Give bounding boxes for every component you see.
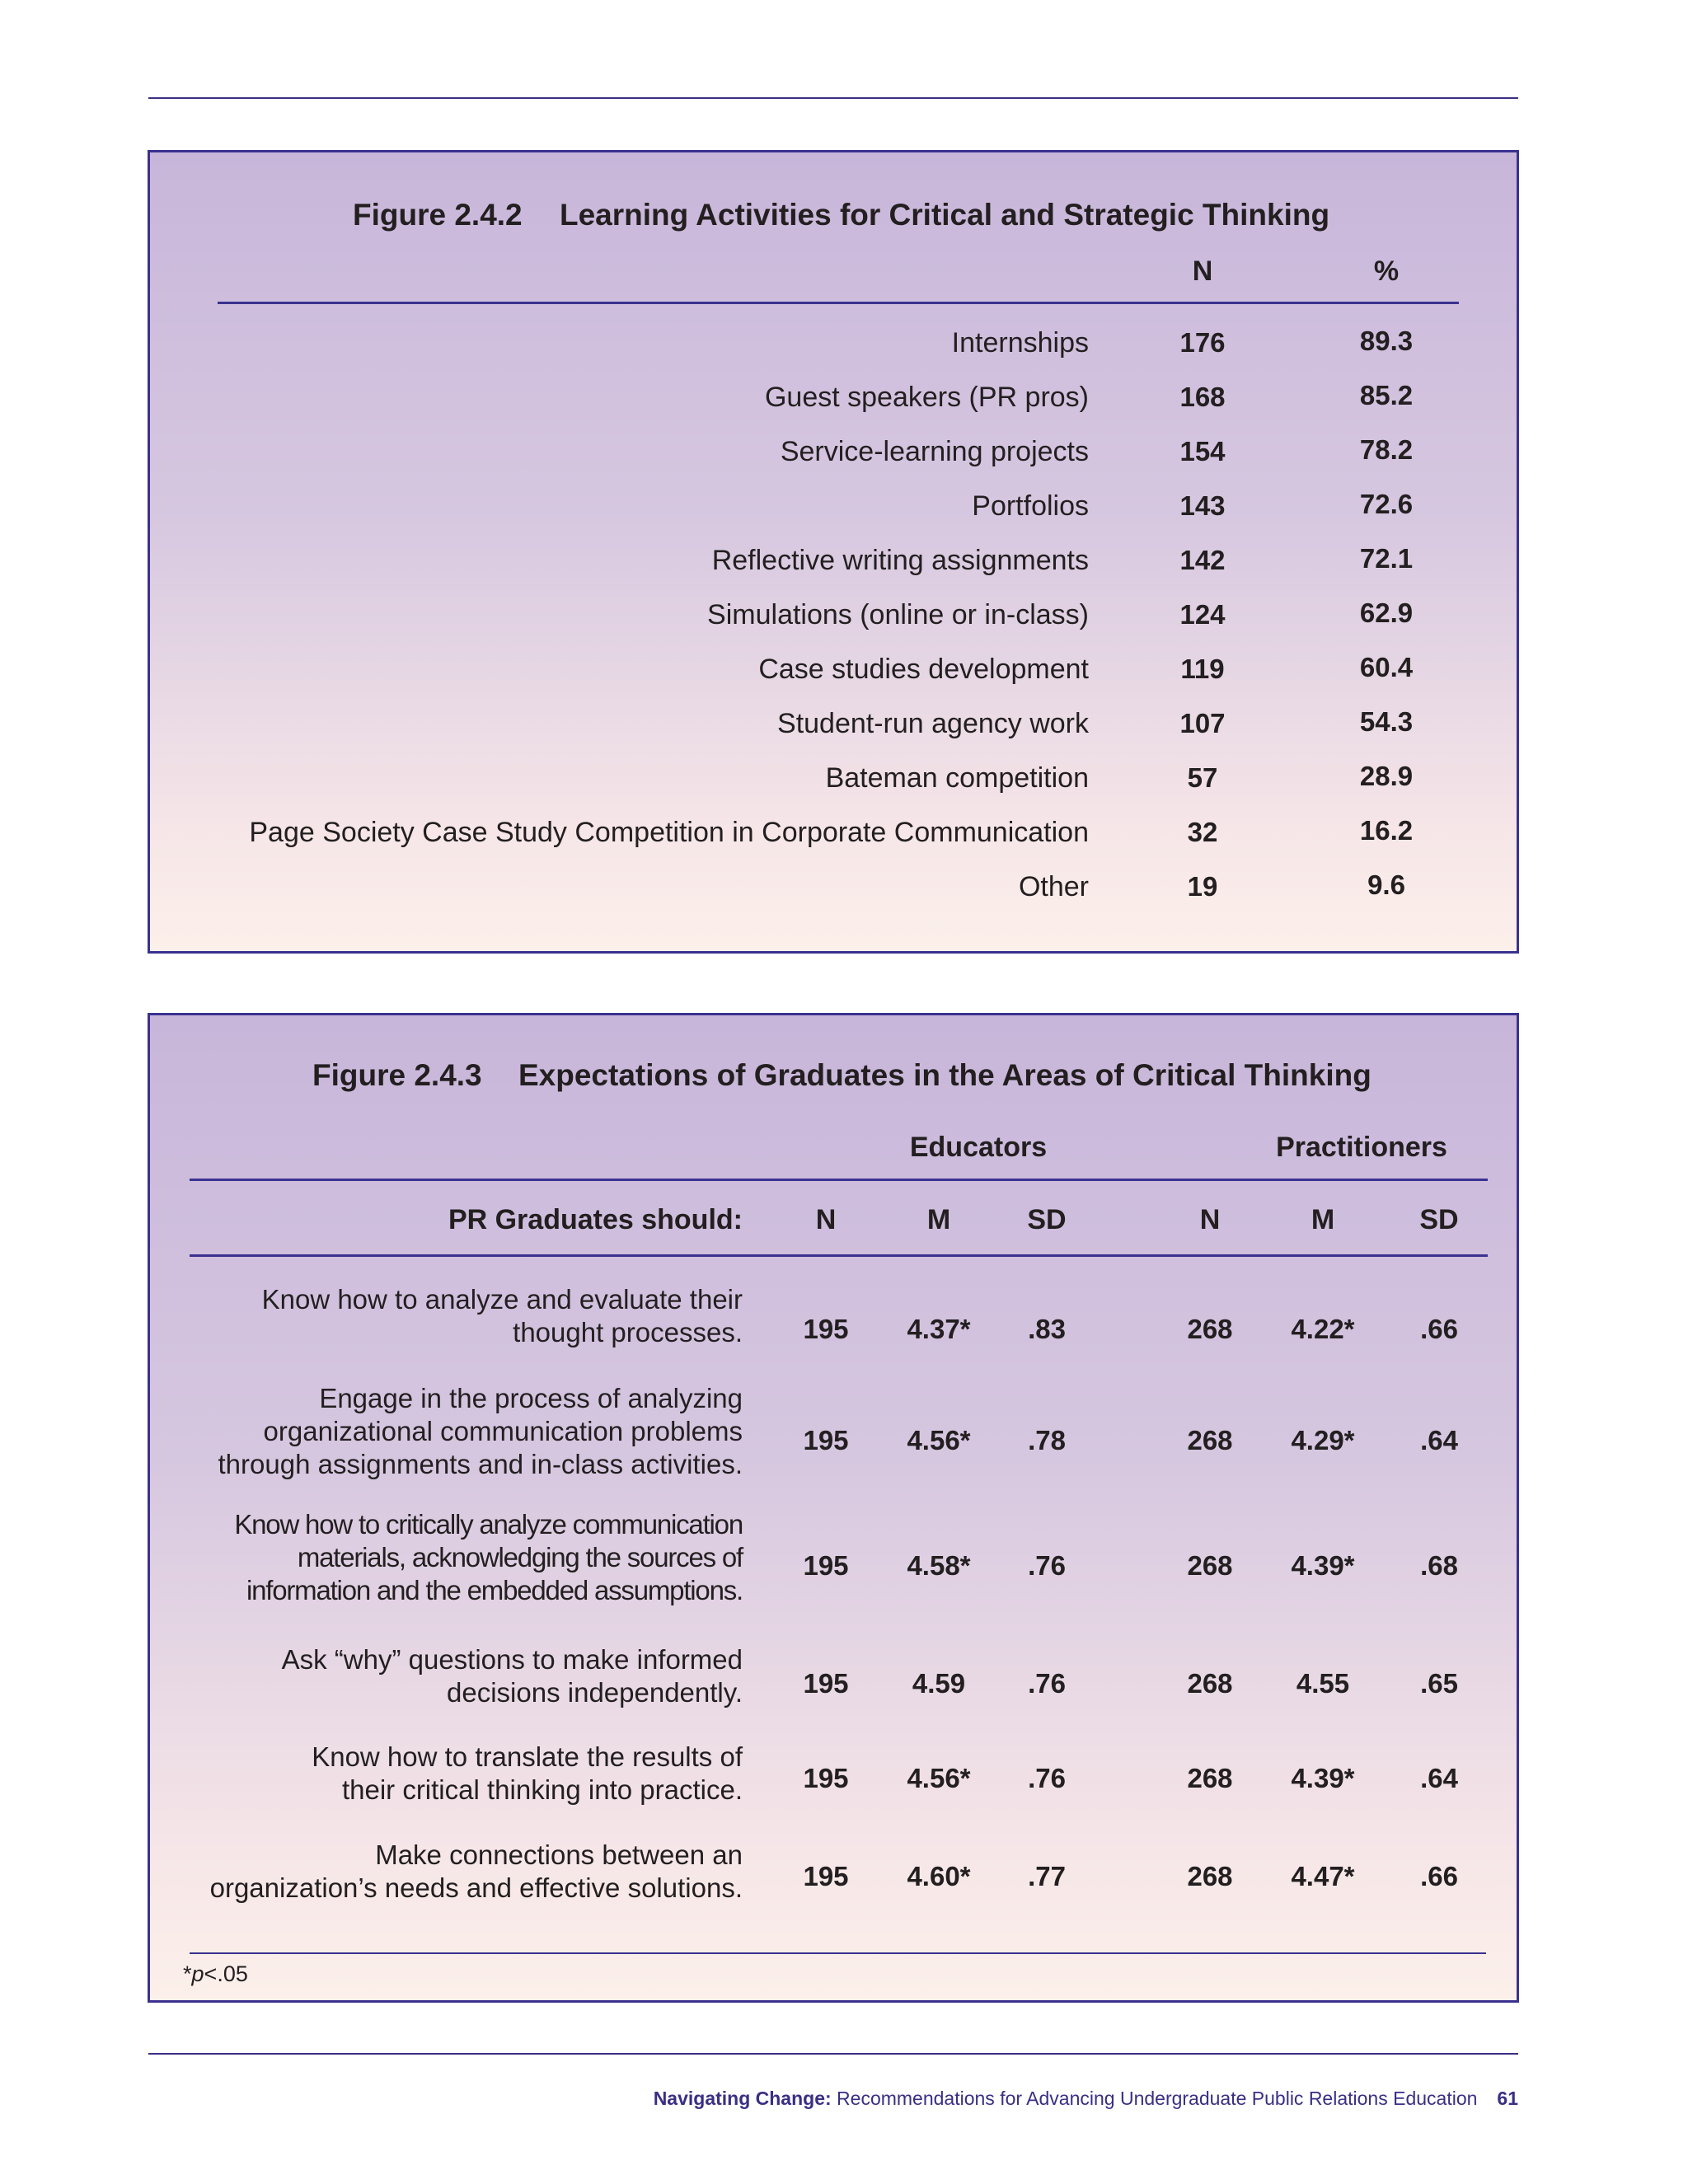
percent-value: 9.6: [1367, 869, 1405, 900]
count-value: 154: [1179, 436, 1226, 466]
group-header-educators: Educators: [909, 1132, 1048, 1163]
figure-2-4-3-number: Figure 2.4.3: [312, 1058, 482, 1092]
activity-label: Service-learning projects: [780, 436, 1089, 467]
page-number: 61: [1497, 2088, 1518, 2109]
expectation-label-line: organizational communication problems: [263, 1416, 743, 1446]
expectation-label: [199, 1283, 743, 1349]
count-value: 176: [1179, 327, 1226, 358]
educators-m-value: 4.56*: [907, 1425, 971, 1455]
expectation-label: [199, 1839, 743, 1905]
row-header-pr-graduates: PR Graduates should:: [448, 1204, 743, 1235]
practitioners-m-value: 4.39*: [1291, 1550, 1355, 1581]
practitioners-m-value: 4.22*: [1291, 1314, 1355, 1344]
practitioners-n-value: 268: [1187, 1763, 1233, 1793]
expectation-label-line: Know how to critically analyze communication: [234, 1509, 743, 1540]
educators-sd-value: .76: [1028, 1550, 1066, 1581]
educators-sd-value: .83: [1028, 1314, 1066, 1344]
practitioners-n-value: 268: [1187, 1668, 1233, 1699]
educators-sd-value: .76: [1028, 1763, 1066, 1793]
footer-title-bold: Navigating Change:: [653, 2088, 832, 2109]
activity-label: Reflective writing assignments: [711, 545, 1089, 576]
column-header-educators-sd: SD: [1027, 1204, 1067, 1235]
educators-sd-value: .76: [1028, 1668, 1066, 1699]
column-header-rule: [190, 1254, 1488, 1257]
percent-value: 54.3: [1359, 706, 1414, 737]
percent-value: 60.4: [1359, 652, 1414, 682]
footnote-p: p: [191, 1961, 204, 1986]
percent-value: 62.9: [1359, 598, 1414, 628]
percent-value: 89.3: [1359, 326, 1414, 356]
expectation-label-line: decisions independently.: [447, 1677, 743, 1708]
educators-n-value: 195: [803, 1425, 849, 1455]
expectation-label: [199, 1741, 743, 1807]
expectation-label-line: thought processes.: [513, 1317, 743, 1347]
practitioners-m-value: 4.39*: [1291, 1763, 1355, 1793]
figure-2-4-2-panel: [148, 150, 1519, 954]
percent-value: 85.2: [1359, 380, 1414, 410]
count-value: 124: [1179, 599, 1226, 630]
expectation-label: [199, 1643, 743, 1709]
educators-sd-value: .78: [1028, 1425, 1066, 1455]
column-header-n: N: [1192, 255, 1213, 287]
educators-n-value: 195: [803, 1861, 849, 1891]
figure-2-4-3-panel: [148, 1013, 1519, 2003]
figure-2-4-3-title: Expectations of Graduates in the Areas of Critical Thinking: [518, 1058, 1372, 1092]
table-header-rule: [218, 302, 1459, 304]
top-rule: [148, 97, 1518, 99]
educators-n-value: 195: [803, 1763, 849, 1793]
percent-value: 28.9: [1359, 761, 1414, 791]
footnote-mark: *: [183, 1961, 192, 1986]
column-header-practitioners-m: M: [1311, 1204, 1335, 1235]
column-header-educators-m: M: [926, 1204, 951, 1235]
activity-label: Other: [1018, 871, 1089, 902]
column-header-educators-n: N: [815, 1204, 837, 1235]
count-value: 57: [1187, 762, 1218, 793]
count-value: 19: [1187, 871, 1218, 902]
group-header-rule: [190, 1179, 1488, 1181]
footer-title-rest: Recommendations for Advancing Undergraduate Public Relations Education: [837, 2088, 1478, 2109]
expectation-label-line: information and the embedded assumptions.: [246, 1575, 743, 1605]
practitioners-n-value: 268: [1187, 1550, 1233, 1581]
expectation-label-line: Know how to analyze and evaluate their: [261, 1284, 743, 1315]
practitioners-sd-value: .64: [1420, 1763, 1458, 1793]
educators-m-value: 4.56*: [907, 1763, 971, 1793]
activity-label: Student-run agency work: [777, 708, 1089, 739]
page-footer: [654, 2088, 1518, 2110]
expectation-label-line: Ask “why” questions to make informed: [281, 1644, 743, 1675]
count-value: 32: [1187, 817, 1218, 847]
percent-value: 72.6: [1359, 489, 1414, 519]
figure-2-4-2-number: Figure 2.4.2: [353, 198, 523, 232]
expectation-label: [199, 1382, 743, 1481]
count-value: 143: [1179, 490, 1226, 521]
expectation-label-line: Know how to translate the results of: [312, 1741, 743, 1772]
practitioners-n-value: 268: [1187, 1861, 1233, 1891]
educators-n-value: 195: [803, 1668, 849, 1699]
count-value: 107: [1179, 708, 1226, 738]
activity-label: Bateman competition: [825, 762, 1089, 794]
percent-value: 72.1: [1359, 543, 1414, 574]
significance-footnote: [183, 1961, 248, 1987]
educators-m-value: 4.58*: [907, 1550, 971, 1581]
count-value: 119: [1180, 654, 1225, 684]
practitioners-sd-value: .66: [1420, 1314, 1458, 1344]
practitioners-m-value: 4.29*: [1291, 1425, 1355, 1455]
group-header-practitioners: Practitioners: [1276, 1132, 1447, 1163]
bottom-rule: [148, 2053, 1518, 2055]
activity-label: Internships: [951, 327, 1089, 359]
percent-value: 16.2: [1359, 815, 1414, 846]
educators-n-value: 195: [803, 1314, 849, 1344]
expectation-label-line: their critical thinking into practice.: [341, 1774, 743, 1805]
educators-m-value: 4.60*: [907, 1861, 971, 1891]
practitioners-n-value: 268: [1187, 1425, 1233, 1455]
expectation-label-line: through assignments and in-class activities.: [218, 1449, 743, 1479]
practitioners-sd-value: .66: [1420, 1861, 1458, 1891]
educators-sd-value: .77: [1028, 1861, 1066, 1891]
educators-m-value: 4.59: [912, 1668, 966, 1699]
activity-label: Simulations (online or in-class): [707, 599, 1089, 630]
expectation-label-line: Engage in the process of analyzing: [319, 1383, 743, 1413]
practitioners-m-value: 4.55: [1296, 1668, 1350, 1699]
column-header-practitioners-sd: SD: [1419, 1204, 1459, 1235]
count-value: 168: [1179, 382, 1226, 412]
activity-label: Portfolios: [972, 490, 1089, 522]
count-value: 142: [1179, 545, 1226, 575]
expectation-label-line: organization’s needs and effective solutions.: [209, 1872, 743, 1903]
column-header-percent: %: [1373, 255, 1400, 287]
table-bottom-rule: [190, 1952, 1486, 1954]
practitioners-sd-value: .68: [1420, 1550, 1458, 1581]
expectation-label-line: Make connections between an: [375, 1840, 743, 1870]
activity-label: Guest speakers (PR pros): [764, 382, 1089, 413]
practitioners-sd-value: .65: [1420, 1668, 1458, 1699]
column-header-practitioners-n: N: [1199, 1204, 1221, 1235]
activity-label: Case studies development: [758, 654, 1089, 685]
percent-value: 78.2: [1359, 434, 1414, 465]
practitioners-sd-value: .64: [1420, 1425, 1458, 1455]
expectation-label-line: materials, acknowledging the sources of: [297, 1542, 743, 1572]
educators-n-value: 195: [803, 1550, 849, 1581]
activity-label: Page Society Case Study Competition in Corporate Communication: [249, 817, 1089, 848]
figure-2-4-2-title: Learning Activities for Critical and Strategic Thinking: [560, 198, 1330, 232]
practitioners-m-value: 4.47*: [1291, 1861, 1355, 1891]
educators-m-value: 4.37*: [907, 1314, 971, 1344]
footnote-rest: <.05: [204, 1961, 248, 1986]
expectation-label: [199, 1508, 743, 1607]
practitioners-n-value: 268: [1187, 1314, 1233, 1344]
